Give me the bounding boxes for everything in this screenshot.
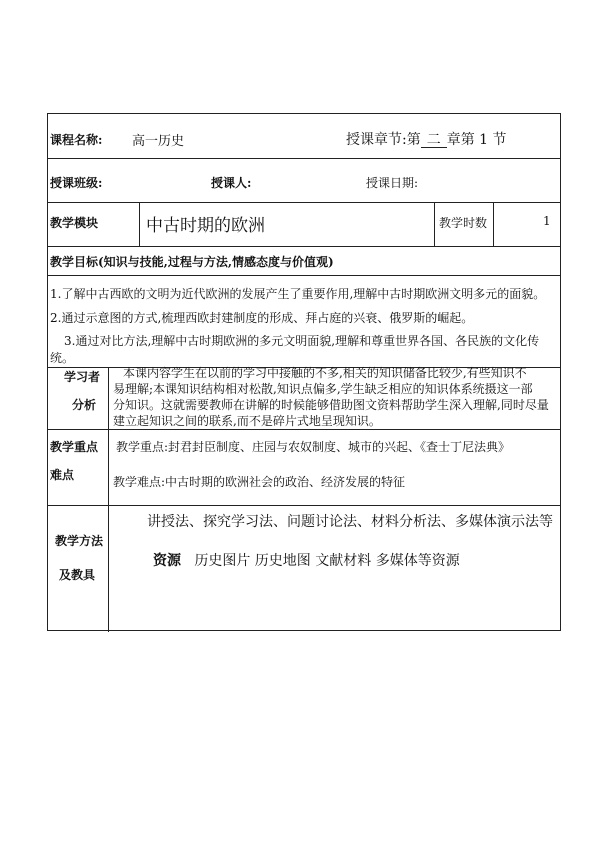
row-divider [48,505,560,506]
hours-value: 1 [543,214,551,228]
learner-analysis-line: 分知识。这就需要教师在讲解的时候能够借助图文资料帮助学生深入理解,同时尽量 [113,398,549,412]
learner-label-line-2: 分析 [72,398,97,412]
column-divider [108,367,109,632]
resources-line [153,550,460,570]
methods-label-line-1: 教学方法 [55,534,104,548]
class-label: 授课班级: [50,176,103,190]
module-label: 教学模块 [50,216,99,230]
hours-label: 教学时数 [439,216,488,230]
keypoints-label-line-1: 教学重点 [50,440,99,454]
row-divider [48,275,560,276]
goal-item-2: 2.通过示意图的方式,梳理西欧封建制度的形成、拜占庭的兴衰、俄罗斯的崛起。 [50,311,474,325]
learner-analysis-line: 易理解;本课知识结构相对松散,知识点偏多,学生缺乏相应的知识体系统摄这一部 [113,382,533,396]
learner-analysis-line: 建立起知识之间的联系,而不是碎片式地呈现知识。 [113,414,381,428]
goal-item-3-line-2: 统。 [50,351,75,365]
module-title: 中古时期的欧洲 [146,216,265,236]
keypoints-label-line-2: 难点 [50,468,75,482]
date-label: 授课日期: [366,176,419,190]
learner-analysis-line: 本课内容学生在以前的学习中接触的不多,相关的知识储备比较少,有些知识不 [123,366,527,380]
goal-item-1: 1.了解中古西欧的文明为近代欧洲的发展产生了重要作用,理解中古时期欧洲文明多元的面貌。 [50,287,546,301]
resource-text: 历史图片 历史地图 文献材料 多媒体等资源 [194,553,460,569]
column-divider [139,202,140,246]
learner-analysis-text [113,365,559,429]
column-divider [434,202,435,246]
row-divider [48,158,560,159]
row-divider [48,202,560,203]
chapter-number: 二 [421,133,447,148]
chapter-label [346,129,507,149]
resource-label: 资源 [153,553,181,569]
column-divider [493,202,494,246]
chapter-label-prefix: 授课章节:第 [346,132,421,148]
methods-text: 讲授法、探究学习法、问题讨论法、材料分析法、多媒体演示法等 [147,514,553,530]
row-divider [48,246,560,247]
course-name-label: 课程名称: [50,133,103,147]
row-divider [48,429,560,430]
goals-heading: 教学目标(知识与技能,过程与方法,情感态度与价值观) [50,255,334,269]
difficulty-text: 教学难点:中古时期的欧洲社会的政治、经济发展的特征 [113,475,406,489]
methods-label-line-2: 及教具 [59,568,96,582]
course-name-value: 高一历史 [132,134,185,149]
key-points-text: 教学重点:封君封臣制度、庄园与农奴制度、城市的兴起、《查士丁尼法典》 [116,440,511,454]
chapter-label-suffix: 章第 1 节 [446,132,507,148]
learner-label-line-1: 学习者 [64,370,101,384]
teacher-label: 授课人: [211,176,252,190]
goal-item-3-line-1: 3.通过对比方法,理解中古时期欧洲的多元文明面貌,理解和尊重世界各国、各民族的文化传 [64,334,540,348]
